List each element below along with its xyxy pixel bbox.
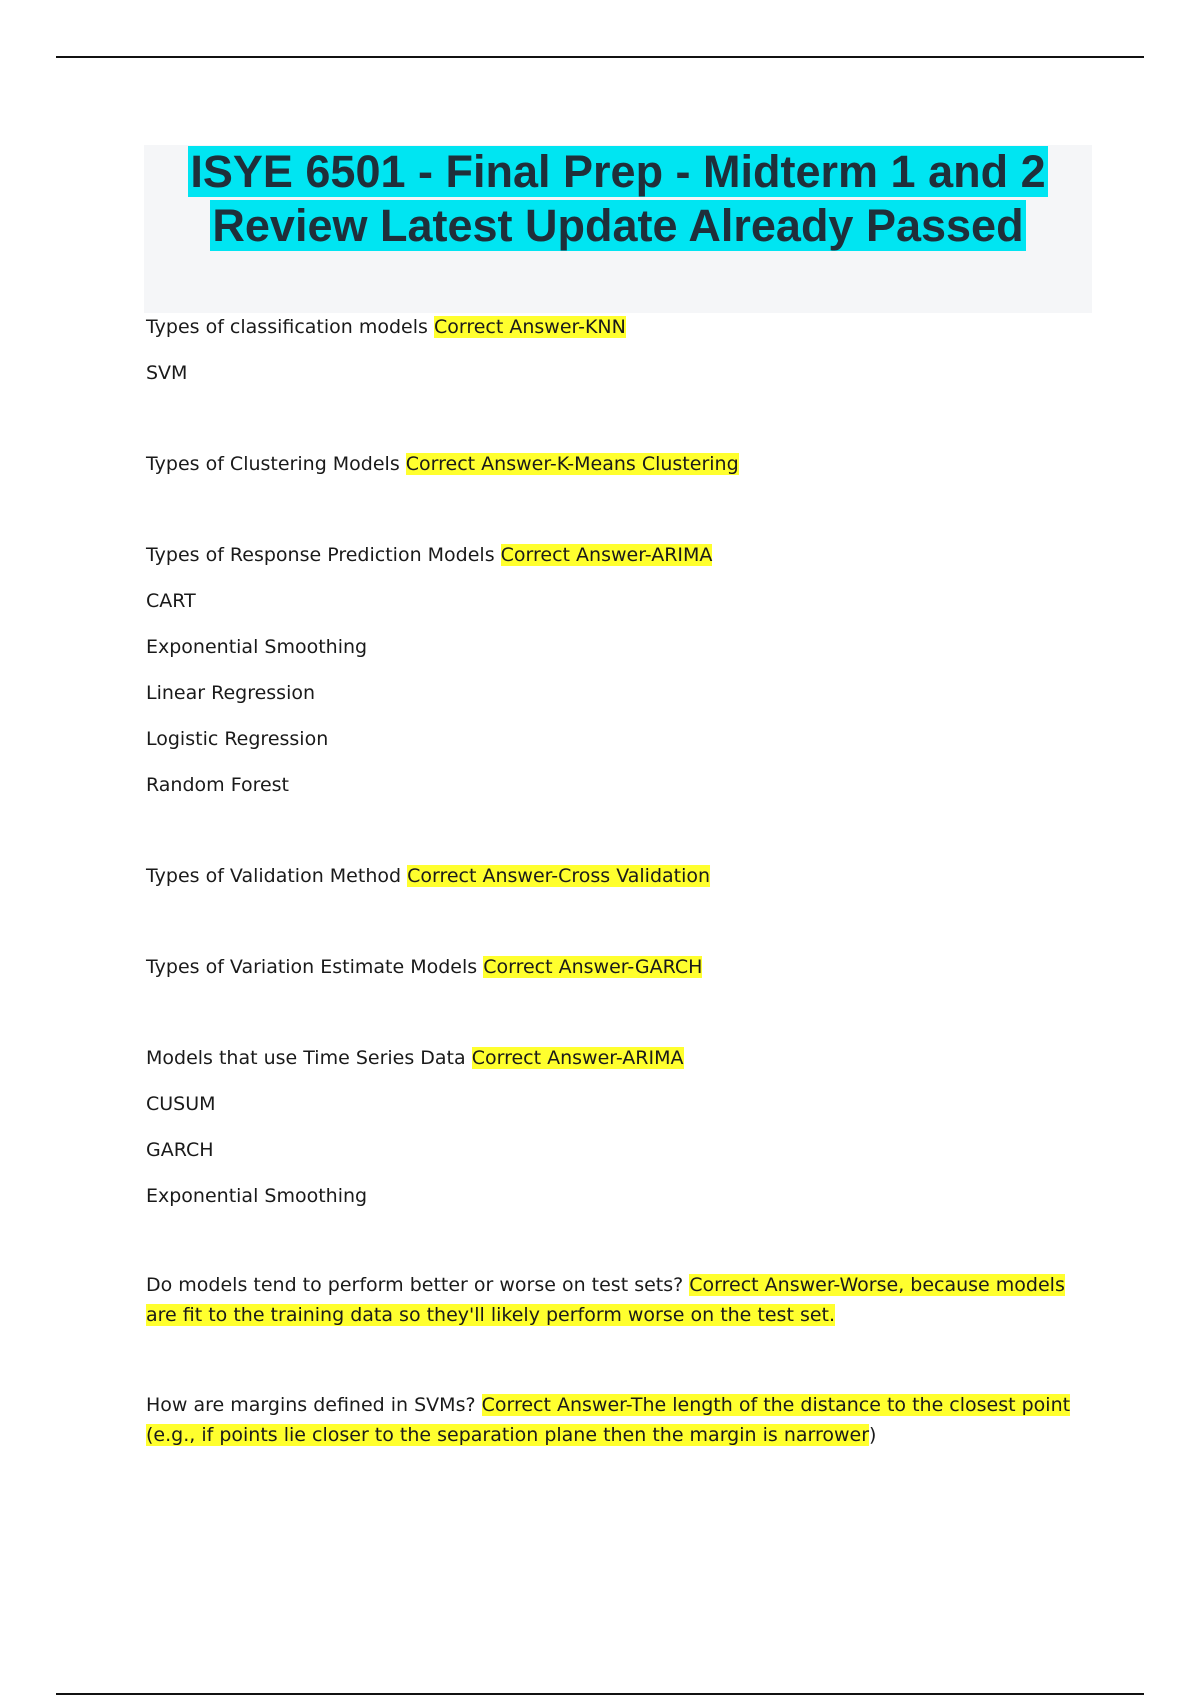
answer-text: Correct Answer-K-Means Clustering [405, 453, 739, 475]
question-text: Types of Response Prediction Models [146, 544, 501, 566]
answer-extra-line: Exponential Smoothing [146, 1185, 368, 1207]
qa-item [146, 538, 1086, 814]
document-title [144, 145, 1092, 253]
answer-extra-line: Linear Regression [146, 682, 316, 704]
answer-text: Correct Answer-KNN [433, 316, 626, 338]
question-text: Types of Validation Method [146, 865, 408, 887]
top-rule [56, 56, 1144, 58]
question-text: Do models tend to perform better or worse on test sets? [146, 1274, 690, 1296]
answer-text: Correct Answer-Cross Validation [407, 865, 711, 887]
answer-text: Correct Answer-Worse, because models are fit to the training data so they'll likely perform worse on the test set. [146, 1274, 1065, 1326]
answer-extra-line: Exponential Smoothing [146, 636, 368, 658]
question-text: Types of classification models [146, 316, 434, 338]
answer-extra-line: CUSUM [146, 1093, 216, 1115]
answer-text: Correct Answer-ARIMA [471, 1047, 684, 1069]
qa-item [146, 310, 1086, 402]
answer-extra-line: SVM [146, 362, 188, 384]
answer-text: Correct Answer-The length of the distance to the closest point (e.g., if points lie closer to the separation plane then the margin is narrower [146, 1394, 1071, 1446]
title-line-1: ISYE 6501 - Final Prep - Midterm 1 and 2 [190, 146, 1046, 197]
answer-extra-line: Random Forest [146, 774, 290, 796]
title-banner [144, 145, 1092, 313]
question-text: How are margins defined in SVMs? [146, 1394, 482, 1416]
answer-text: Correct Answer-ARIMA [500, 544, 713, 566]
answer-text: Correct Answer-GARCH [483, 956, 703, 978]
qa-item [146, 1270, 1086, 1330]
qa-content [146, 310, 1086, 1450]
qa-item [146, 1041, 1086, 1225]
question-text: Types of Clustering Models [146, 453, 406, 475]
answer-extra-line: CART [146, 590, 196, 612]
answer-extra-line: Logistic Regression [146, 728, 329, 750]
title-line-2: Review Latest Update Already Passed [212, 200, 1024, 251]
qa-item [146, 1390, 1086, 1450]
qa-item [146, 447, 1086, 493]
answer-tail: ) [869, 1424, 877, 1446]
question-text: Models that use Time Series Data [146, 1047, 472, 1069]
question-text: Types of Variation Estimate Models [146, 956, 484, 978]
answer-extra-line: GARCH [146, 1139, 214, 1161]
qa-item [146, 950, 1086, 996]
qa-item [146, 859, 1086, 905]
bottom-rule [56, 1693, 1144, 1695]
